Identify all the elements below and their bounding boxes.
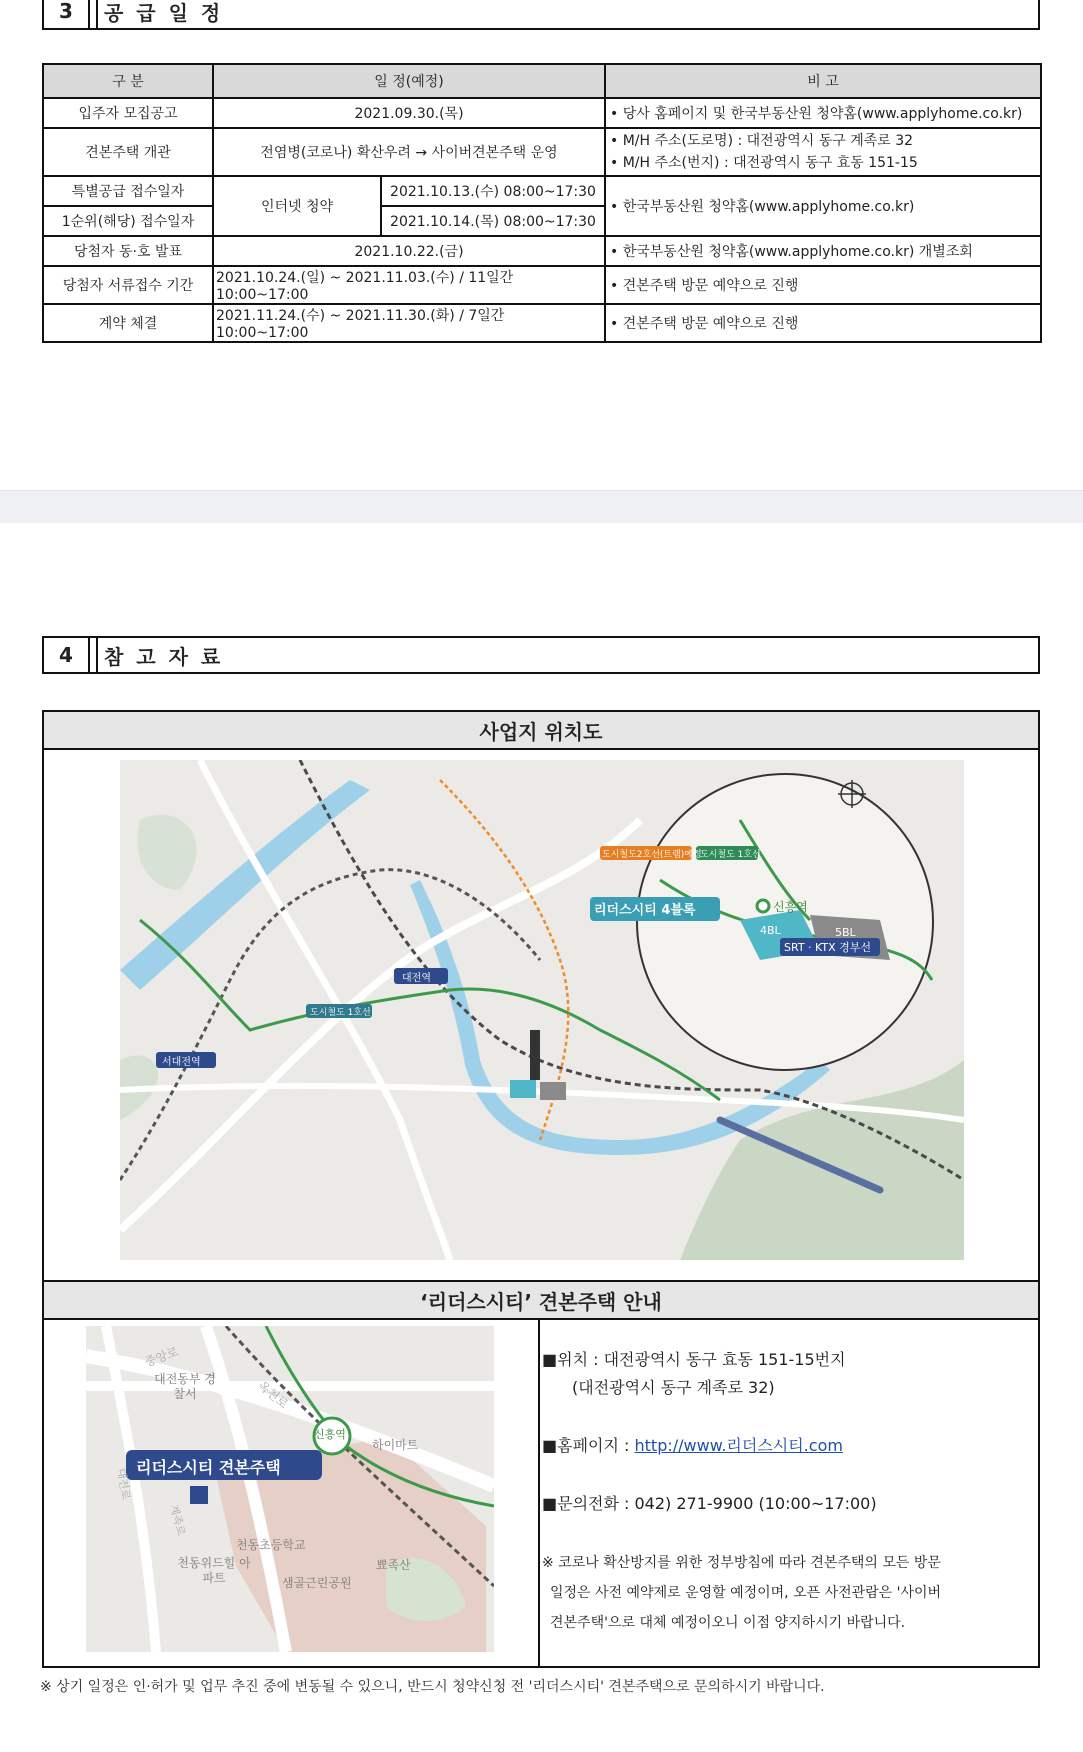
map-label-line1: 도시철도 1호선 — [310, 1008, 371, 1018]
map-label-police: 대전동부 경찰서 — [154, 1372, 216, 1401]
header-date: 일 정(예정) — [213, 64, 605, 98]
row-date: 2021.10.24.(일) ~ 2021.11.03.(수) / 11일간 10:00~17:00 — [213, 266, 605, 304]
row-date: 2021.10.14.(목) 08:00~17:30 — [381, 206, 605, 236]
notice-line: ※ 코로나 확산방지를 위한 정부방침에 따라 견본주택의 모든 방문 — [542, 1555, 941, 1571]
table-row — [43, 236, 1041, 266]
table-header-row — [43, 64, 1041, 98]
table-row — [43, 266, 1041, 304]
map-label-road-jungang: 중앙로 — [142, 1344, 181, 1370]
section-3-header — [42, 0, 1040, 30]
homepage-link[interactable]: http://www.리더스시티.com — [634, 1436, 843, 1455]
map-label-station: 신흥역 — [773, 900, 808, 914]
row-label: 계약 체결 — [43, 304, 213, 342]
table-row — [43, 128, 1041, 176]
visit-notice — [542, 1548, 1032, 1638]
row-date: 2021.10.22.(금) — [213, 236, 605, 266]
address-road-line: (대전광역시 동구 계족로 32) — [572, 1378, 775, 1397]
model-house-title: ‘리더스시티’ 견본주택 안내 — [44, 1280, 1038, 1320]
row-label: 특별공급 접수일자 — [43, 176, 213, 206]
row-label: 입주자 모집공고 — [43, 98, 213, 128]
location-map-graphic — [120, 760, 964, 1260]
address-line: ■위치 : 대전광역시 동구 효동 151-15번지 — [542, 1350, 846, 1369]
map-label-daejeon: 대전역 — [402, 973, 431, 984]
map-label-mountain: 뾰족산 — [376, 1558, 411, 1572]
header-note: 비 고 — [605, 64, 1041, 98]
map-label-5bl: 5BL — [835, 926, 856, 939]
row-date: 전염병(코로나) 확산우려 → 사이버견본주택 운영 — [213, 128, 605, 176]
table-row — [43, 304, 1041, 342]
address-block — [542, 1346, 1032, 1402]
map-badge-model-house: 리더스시티 견본주택 — [136, 1458, 281, 1477]
homepage-label: ■홈페이지 : — [542, 1436, 635, 1455]
row-method: 인터넷 청약 — [213, 176, 381, 236]
notice-line: 일정은 사전 예약제로 운영할 예정이며, 오픈 사전관람은 '사이버 — [550, 1585, 942, 1601]
model-house-map-graphic — [86, 1326, 494, 1652]
schedule-table — [42, 63, 1042, 343]
section-title: 공 급 일 정 — [96, 0, 223, 28]
notice-line: 견본주택'으로 대체 예정이오니 이점 양지하시기 바랍니다. — [550, 1615, 906, 1631]
map-label-park: 샘골근린공원 — [282, 1576, 352, 1590]
map-label-road-gyejok: 계족로 — [167, 1503, 188, 1538]
row-date: 2021.10.13.(수) 08:00~17:30 — [381, 176, 605, 206]
model-house-info — [542, 1346, 1032, 1638]
section-title: 참 고 자 료 — [96, 638, 223, 672]
map-label-mart: 하이마트 — [372, 1438, 419, 1452]
homepage-row — [542, 1432, 1032, 1460]
section-number: 3 — [44, 0, 90, 28]
header-category: 구 분 — [43, 64, 213, 98]
map-label-apt: 천동위드힐 아파트 — [177, 1556, 251, 1585]
row-label: 1순위(해당) 접수일자 — [43, 206, 213, 236]
row-date: 2021.09.30.(목) — [213, 98, 605, 128]
reference-box — [42, 710, 1040, 1668]
note-line: • M/H 주소(번지) : 대전광역시 동구 효동 151-15 — [610, 155, 918, 171]
section-4-header — [42, 636, 1040, 674]
row-note — [605, 128, 1041, 176]
table-row — [43, 176, 1041, 206]
section-number: 4 — [44, 638, 90, 672]
row-label: 당첨자 동·호 발표 — [43, 236, 213, 266]
model-house-map — [86, 1326, 494, 1652]
row-date: 2021.11.24.(수) ~ 2021.11.30.(화) / 7일간 10:00~17:00 — [213, 304, 605, 342]
row-note: • 당사 홈페이지 및 한국부동산원 청약홈(www.applyhome.co.kr) — [605, 98, 1041, 128]
footnote: ※ 상기 일정은 인·허가 및 업무 추진 중에 변동될 수 있으니, 반드시 청약신청 전 '리더스시티' 견본주택으로 문의하시기 바랍니다. — [40, 1679, 825, 1695]
map-label-road-daejeon: 대전로 — [114, 1467, 133, 1501]
row-note: • 견본주택 방문 예약으로 진행 — [605, 266, 1041, 304]
section-separator-band — [0, 490, 1083, 523]
location-map — [120, 760, 964, 1260]
row-note: • 한국부동산원 청약홈(www.applyhome.co.kr) 개별조회 — [605, 236, 1041, 266]
row-label: 견본주택 개관 — [43, 128, 213, 176]
location-map-title: 사업지 위치도 — [44, 712, 1038, 750]
row-note: • 한국부동산원 청약홈(www.applyhome.co.kr) — [605, 176, 1041, 236]
table-row — [43, 98, 1041, 128]
row-note: • 견본주택 방문 예약으로 진행 — [605, 304, 1041, 342]
map-label-line1-inset: 도시철도 1호선 — [700, 850, 761, 860]
map-label-4bl: 4BL — [760, 924, 781, 937]
map-label-school: 천동초등학교 — [236, 1538, 306, 1552]
map-label-seodaejeon: 서대전역 — [162, 1057, 201, 1068]
map-label-station: 신흥역 — [314, 1428, 346, 1441]
row-label: 당첨자 서류접수 기간 — [43, 266, 213, 304]
note-line: • M/H 주소(도로명) : 대전광역시 동구 계족로 32 — [610, 133, 914, 149]
vertical-divider — [538, 1318, 540, 1666]
map-label-srt: SRT · KTX 경부선 — [784, 941, 872, 954]
map-label-road-okcheon: 옥천로 — [255, 1378, 291, 1412]
phone-row: ■문의전화 : 042) 271-9900 (10:00~17:00) — [542, 1494, 877, 1513]
map-label-site: 리더스시티 4블록 — [594, 903, 696, 918]
map-label-line2: 도시철도2호선(트램)예정 — [602, 850, 702, 860]
model-house-section — [44, 1318, 1038, 1666]
